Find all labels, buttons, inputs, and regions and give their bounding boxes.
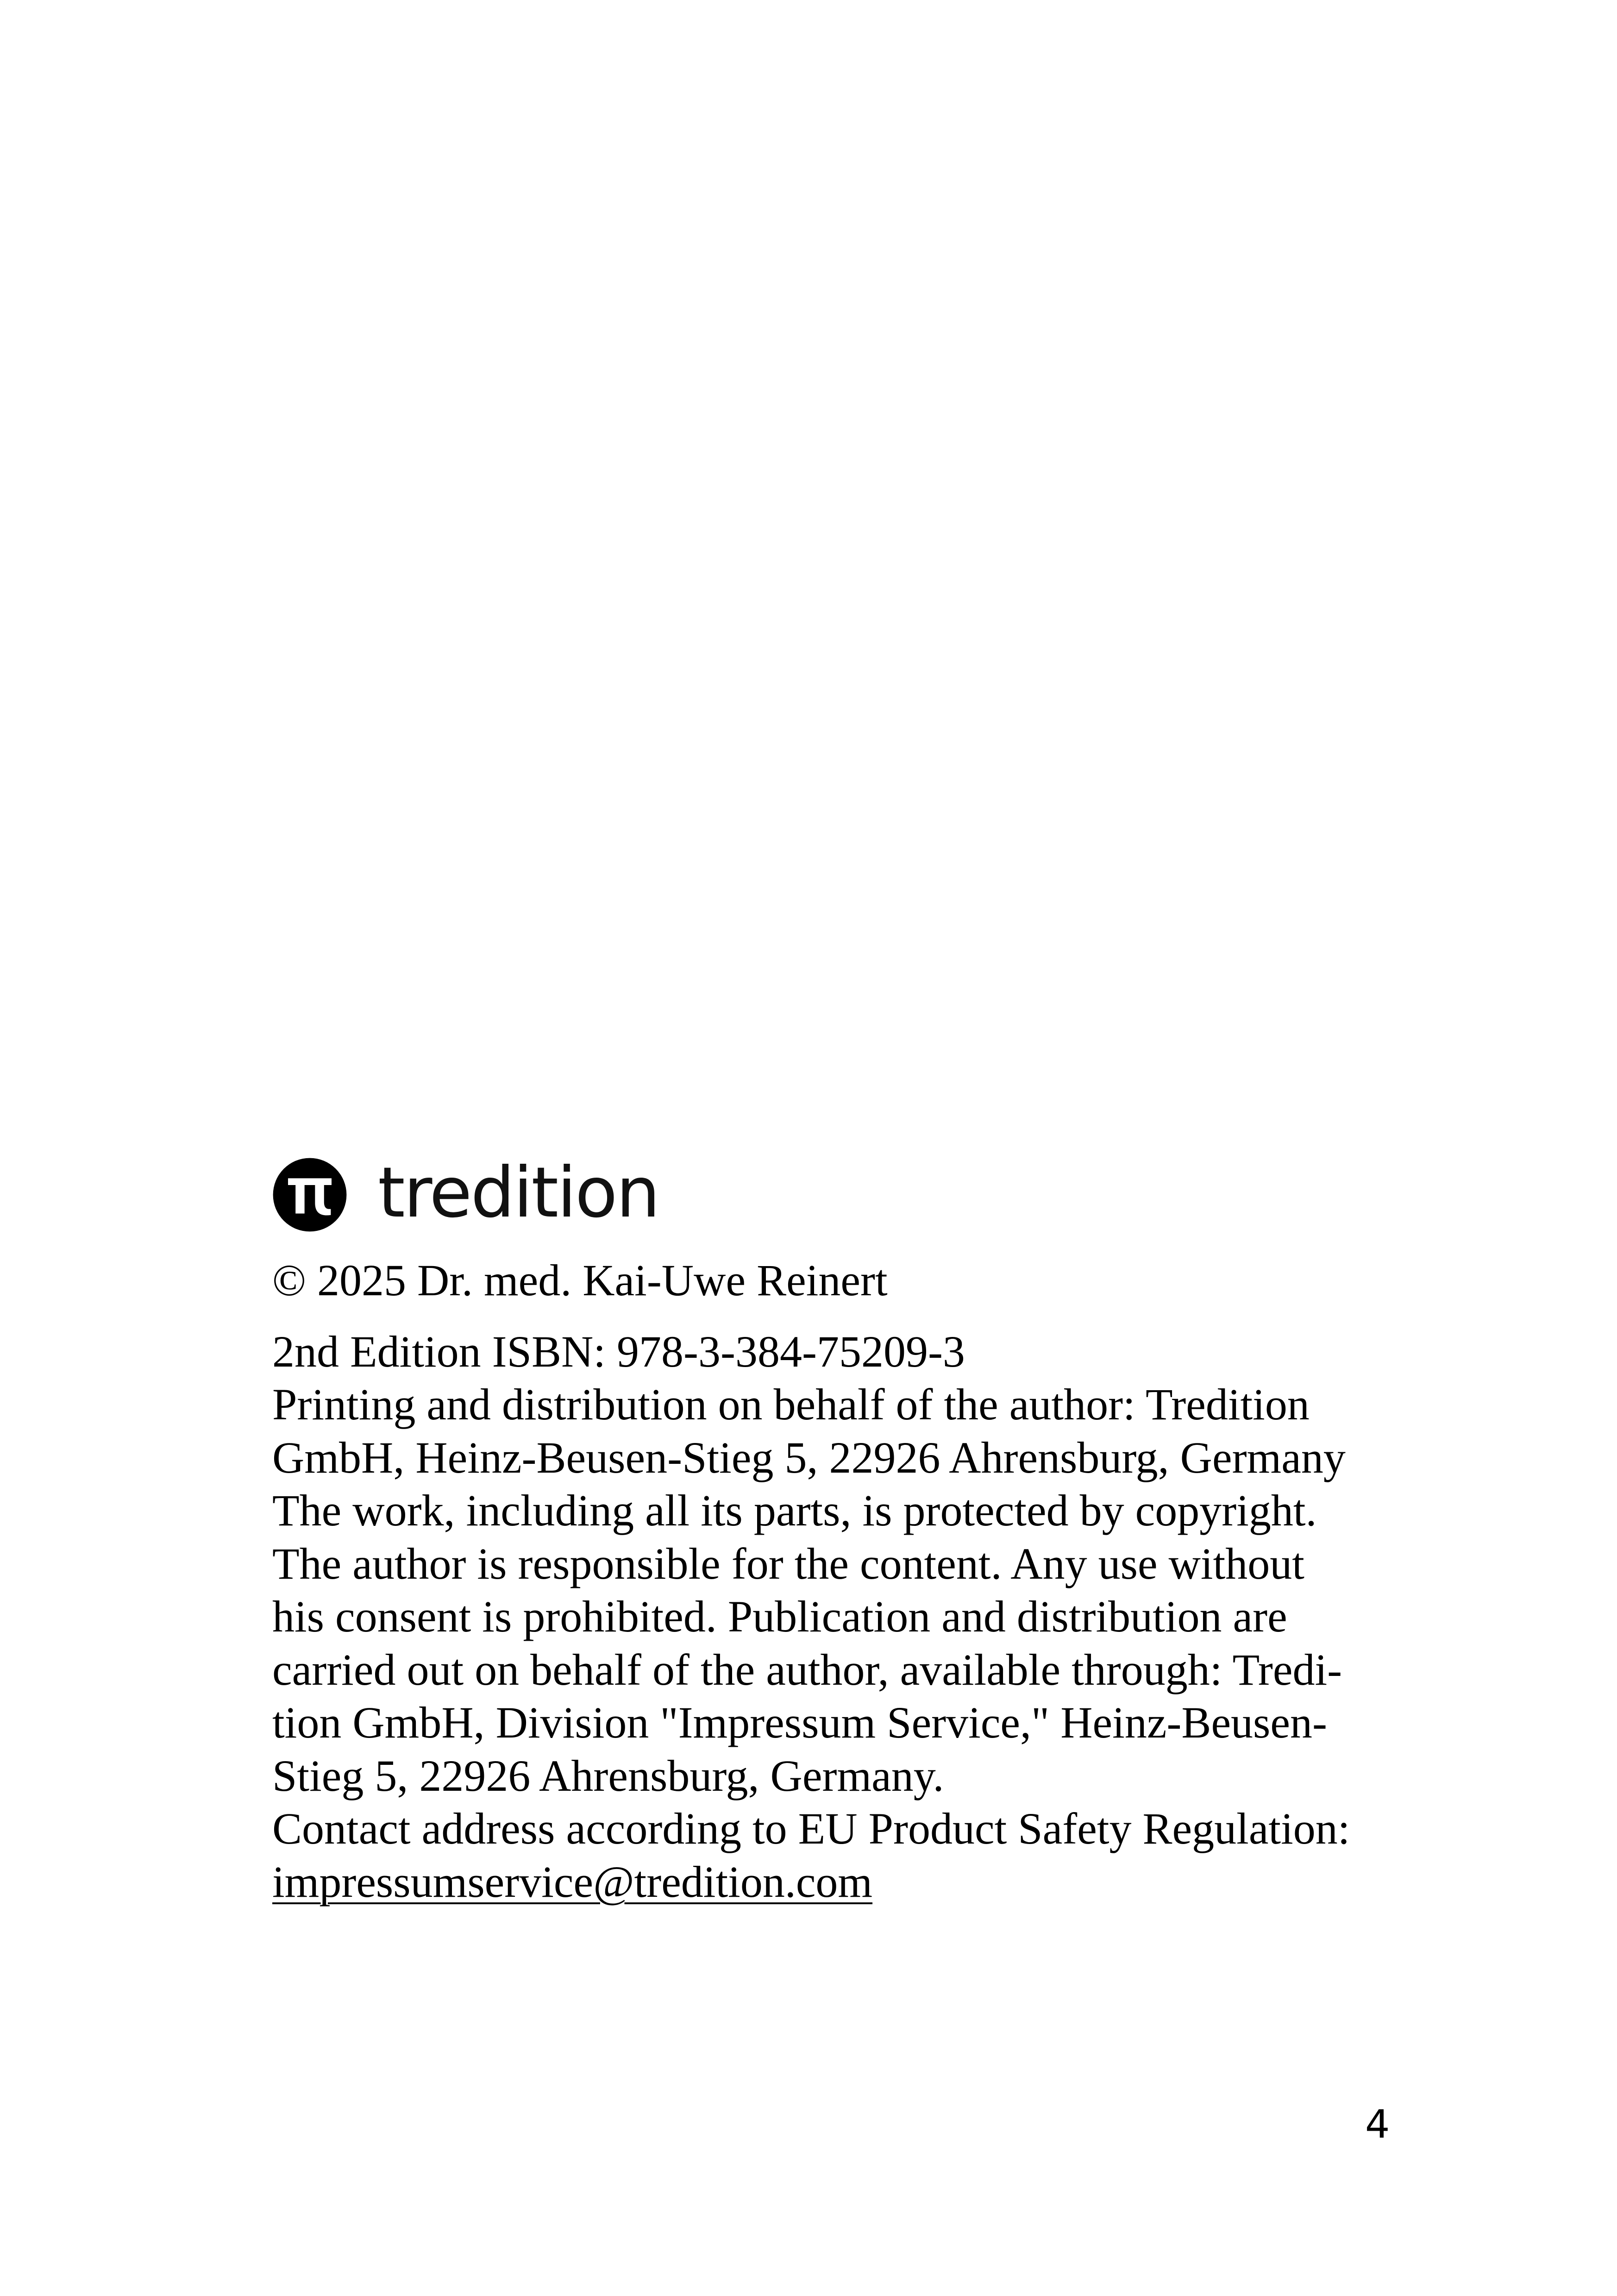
paragraph-line: tion GmbH, Division "Impressum Service," Heinz-Beusen-	[272, 1698, 1327, 1747]
contact-email-row	[272, 1856, 1393, 1909]
page-number: 4	[1365, 2102, 1390, 2147]
paragraph-line: The work, including all its parts, is protected by copyright.	[272, 1486, 1317, 1535]
copyright-notice-paragraph	[272, 1484, 1393, 1802]
paragraph-line: his consent is prohibited. Publication and distribution are	[272, 1592, 1287, 1641]
copyright-line: © 2025 Dr. med. Kai-Uwe Reinert	[272, 1255, 888, 1305]
tredition-logo-icon	[272, 1157, 347, 1232]
contact-paragraph	[272, 1802, 1393, 1908]
contact-label: Contact address according to EU Product Safety Regulation:	[272, 1804, 1350, 1853]
paragraph-line: The author is responsible for the content. Any use without	[272, 1538, 1304, 1588]
paragraph-line: GmbH, Heinz-Beusen-Stieg 5, 22926 Ahrensburg, Germany	[272, 1432, 1346, 1482]
imprint-section	[272, 1153, 1393, 1908]
publisher-brand	[272, 1153, 1393, 1233]
paragraph-line: carried out on behalf of the author, available through: Tredi-	[272, 1644, 1342, 1694]
publisher-wordmark: tredition	[378, 1153, 659, 1233]
edition-isbn-line: 2nd Edition ISBN: 978-3-384-75209-3	[272, 1327, 965, 1376]
printing-distribution-paragraph	[272, 1378, 1393, 1484]
contact-email-link[interactable]: impressumservice@tredition.com	[272, 1857, 873, 1907]
paragraph-line: Stieg 5, 22926 Ahrensburg, Germany.	[272, 1750, 944, 1800]
paragraph-line: Printing and distribution on behalf of the author: Tredition	[272, 1380, 1310, 1429]
